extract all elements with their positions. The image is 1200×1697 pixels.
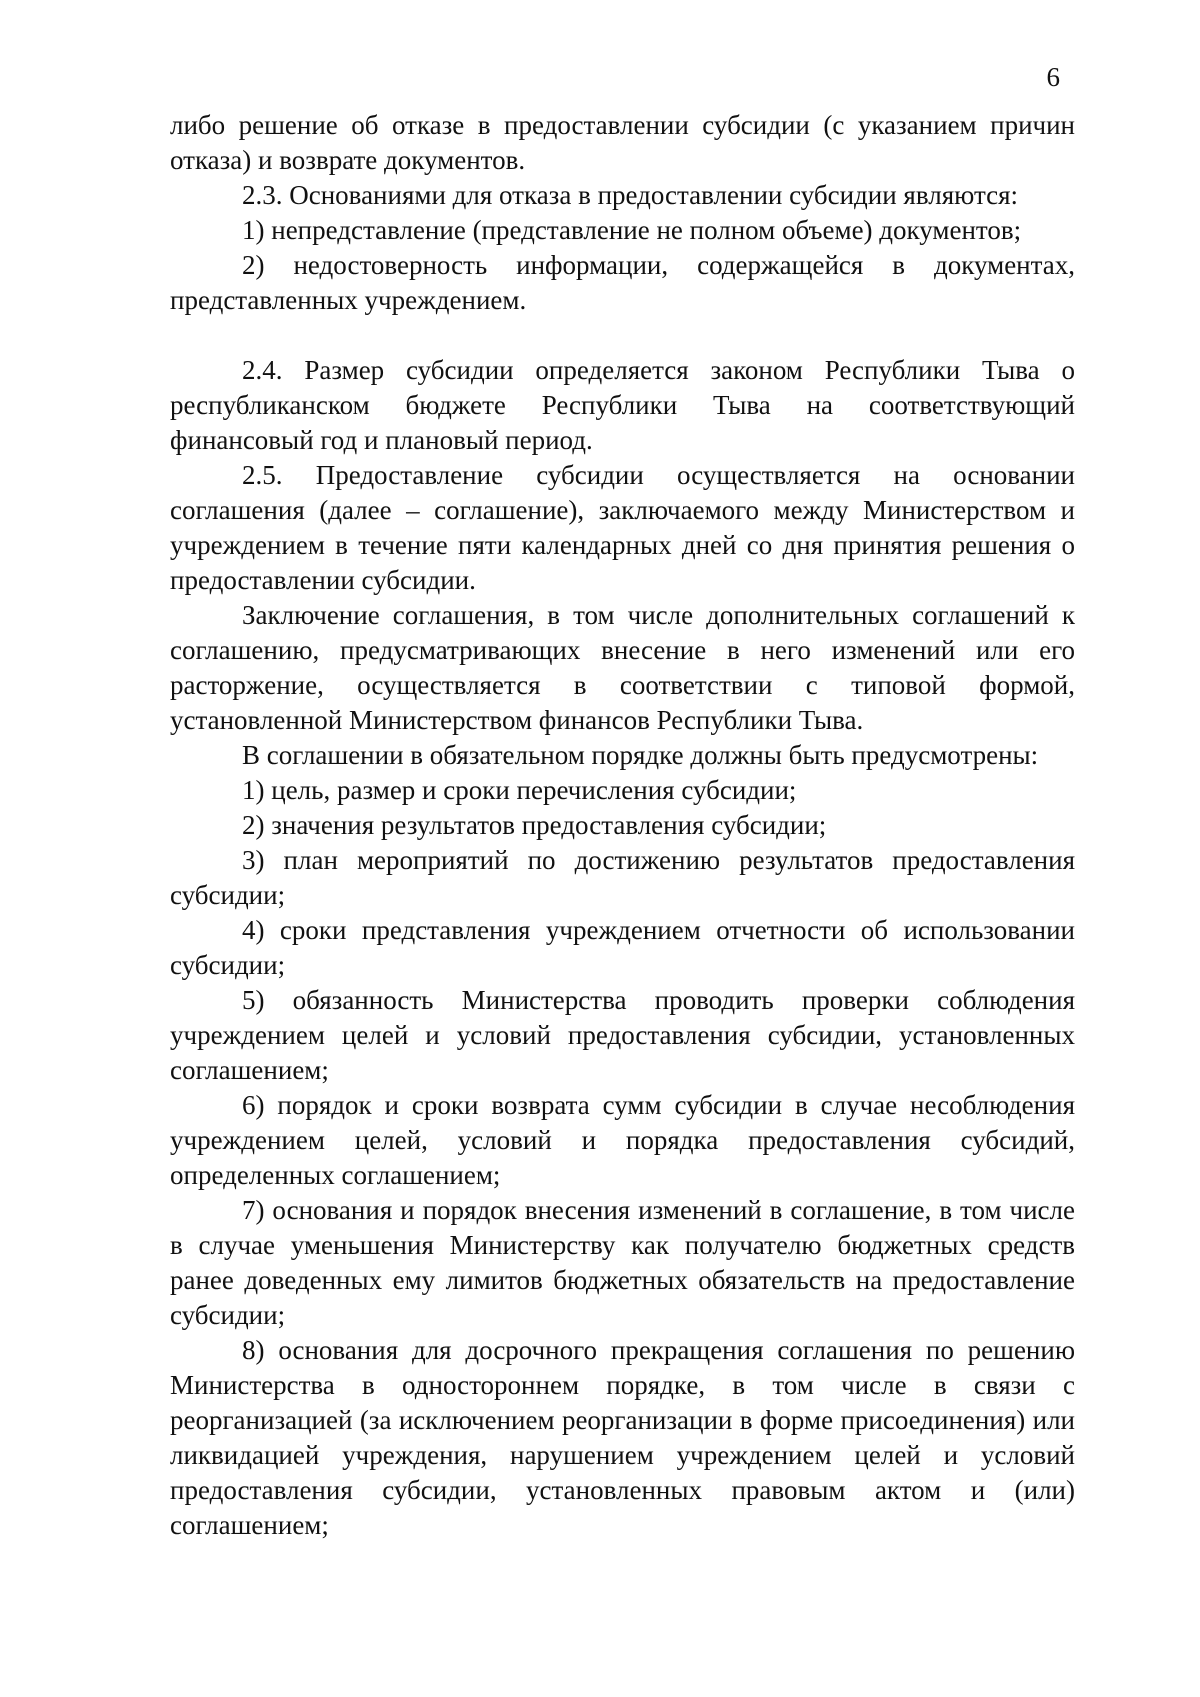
page-number: 6: [1046, 62, 1060, 92]
list-item-5: 5) обязанность Министерства проводить проверки соблюдения учреждением целей и условий предоставления субсидии, установленных соглашением;: [170, 985, 1075, 1085]
paragraph-2-5: 2.5. Предоставление субсидии осуществляется на основании соглашения (далее – соглашение), заключаемого между Министерством и учреждением в течение пяти календарных дней со дня принятия решения о предоставлении субсидии.: [170, 460, 1075, 595]
paragraph-agreement-requirements: В соглашении в обязательном порядке должны быть предусмотрены:: [242, 740, 1039, 770]
list-item-7: 7) основания и порядок внесения изменений в соглашение, в том числе в случае уменьшения Министерству как получателю бюджетных средств ранее доведенных ему лимитов бюджетных обязательств на предоставление субсидии;: [170, 1195, 1075, 1330]
list-item-3: 3) план мероприятий по достижению результатов предоставления субсидии;: [170, 845, 1075, 910]
paragraph-2-3-item-1: 1) непредставление (представление не полном объеме) документов;: [242, 215, 1022, 245]
list-item-6: 6) порядок и сроки возврата сумм субсидии в случае несоблюдения учреждением целей, условий и порядка предоставления субсидий, определенных соглашением;: [170, 1090, 1075, 1190]
list-item-8: 8) основания для досрочного прекращения соглашения по решению Министерства в одностороннем порядке, в том числе в связи с реорганизацией (за исключением реорганизации в форме присоединения) или ликвидацией учреждения, нарушением учреждением целей и условий предоставления субсидии, установленных правовым актом и (или) соглашением;: [170, 1335, 1075, 1540]
document-body: [170, 108, 1075, 1543]
list-item-1: 1) цель, размер и сроки перечисления субсидии;: [242, 775, 797, 805]
paragraph-2-3: 2.3. Основаниями для отказа в предоставлении субсидии являются:: [242, 180, 1018, 210]
paragraph-2-3-item-2: 2) недостоверность информации, содержащейся в документах, представленных учреждением.: [170, 250, 1075, 315]
paragraph-2-4: 2.4. Размер субсидии определяется законом Республики Тыва о республиканском бюджете Республики Тыва на соответствующий финансовый год и плановый период.: [170, 355, 1075, 455]
list-item-4: 4) сроки представления учреждением отчетности об использовании субсидии;: [170, 915, 1075, 980]
paragraph-continuation: либо решение об отказе в предоставлении субсидии (с указанием причин отказа) и возврате документов.: [170, 110, 1075, 175]
list-item-2: 2) значения результатов предоставления субсидии;: [242, 810, 827, 840]
paragraph-agreement-conclusion: Заключение соглашения, в том числе дополнительных соглашений к соглашению, предусматривающих внесение в него изменений или его расторжение, осуществляется в соответствии с типовой формой, установленной Министерством финансов Республики Тыва.: [170, 600, 1075, 735]
